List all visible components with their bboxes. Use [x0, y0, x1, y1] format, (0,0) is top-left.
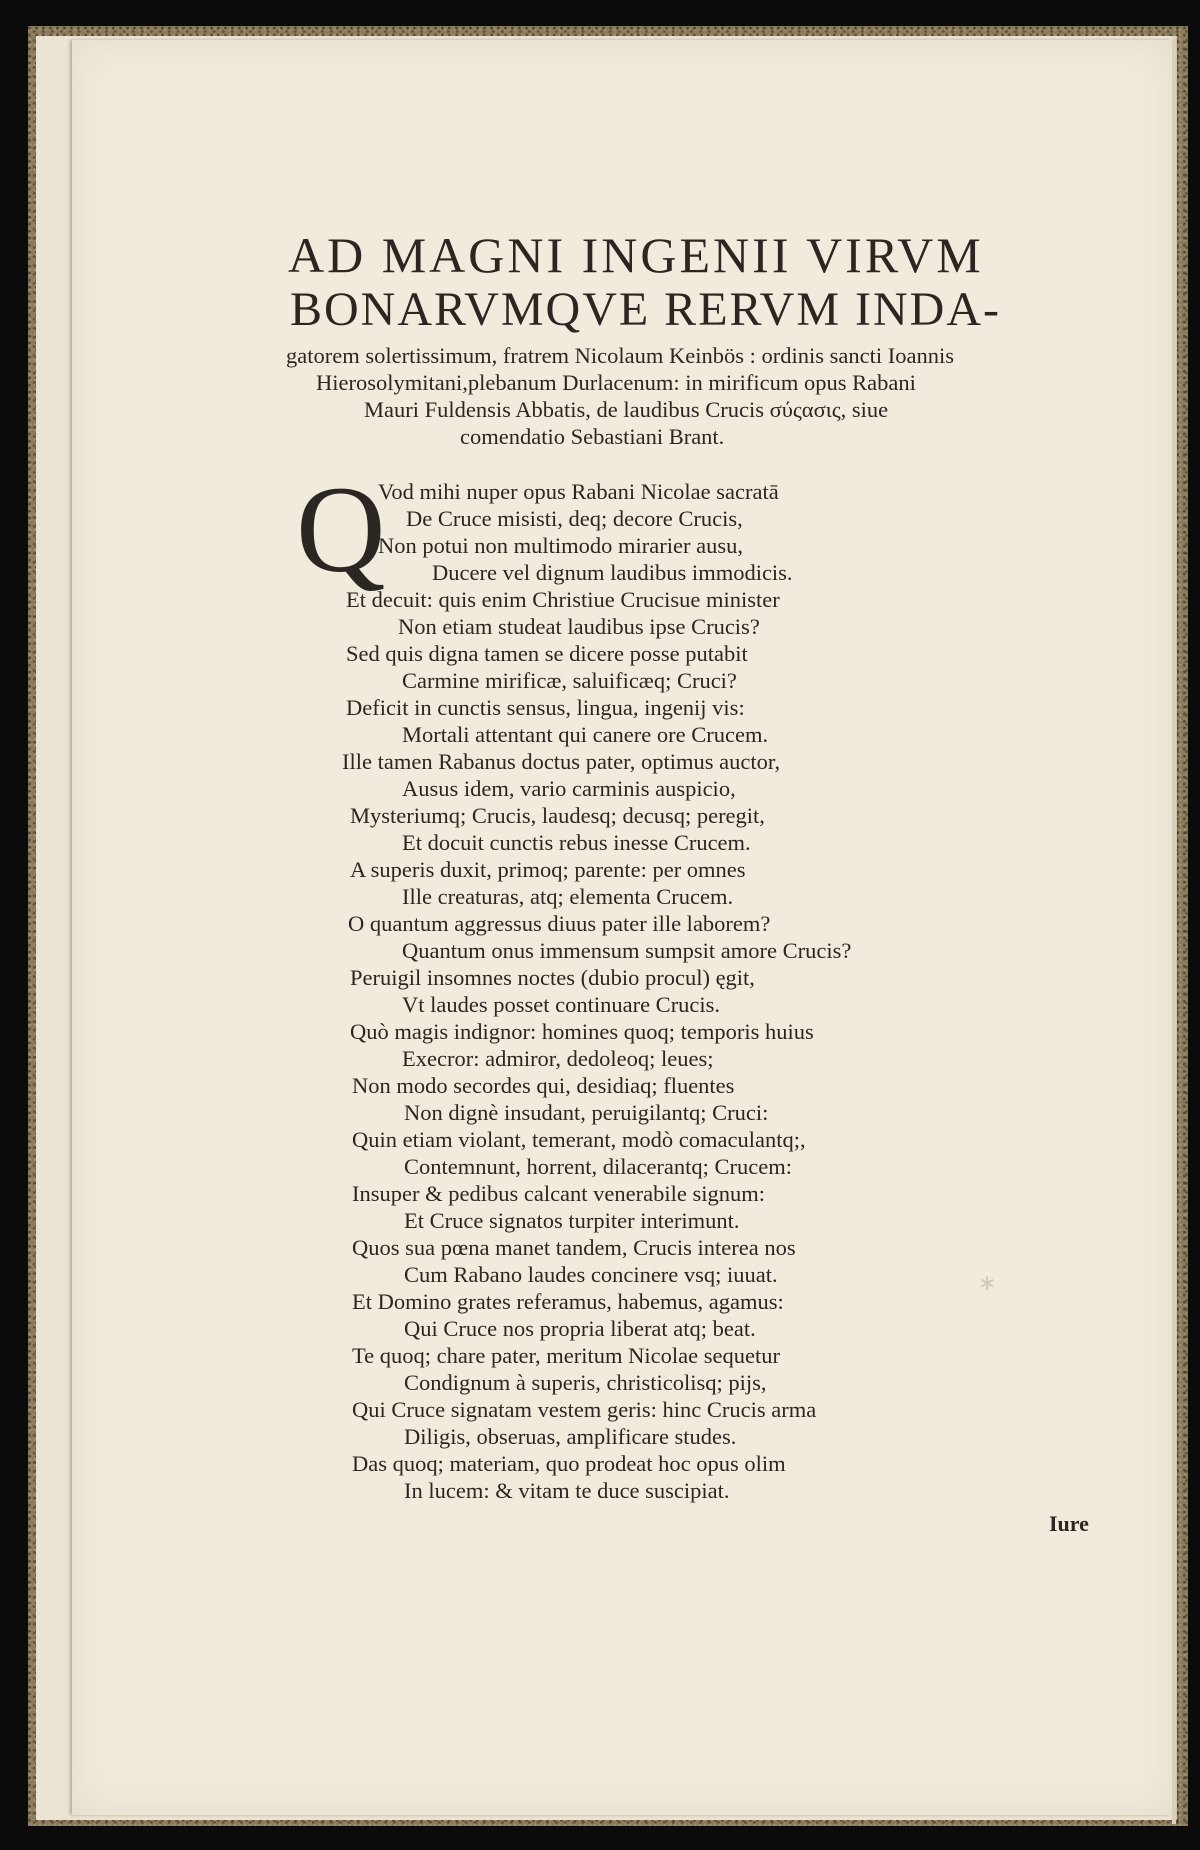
poem-line: Contemnunt, horrent, dilacerantq; Crucem:	[404, 1154, 793, 1179]
poem-line: Ausus idem, vario carminis auspicio,	[402, 776, 736, 801]
poem-line: Non etiam studeat laudibus ipse Crucis?	[398, 614, 760, 639]
poem-line: Diligis, obseruas, amplificare studes.	[404, 1424, 737, 1449]
poem-line: Et docuit cunctis rebus inesse Crucem.	[402, 830, 751, 855]
poem-line: Sed quis digna tamen se dicere posse putabit	[346, 641, 748, 666]
poem-line: Ille tamen Rabanus doctus pater, optimus auctor,	[342, 749, 781, 774]
bleed-through-mark: ∗	[978, 1270, 997, 1295]
subtitle-line: comendatio Sebastiani Brant.	[460, 424, 725, 449]
catchword: Iure	[1049, 1511, 1089, 1536]
poem-line: Execror: admiror, dedoleoq; leues;	[402, 1046, 714, 1071]
poem-line: Quantum onus immensum sumpsit amore Crucis?	[402, 938, 852, 963]
poem-line: Non dignè insudant, peruigilantq; Cruci:	[404, 1100, 769, 1125]
heading-line-1: AD MAGNI INGENII VIRVM	[288, 227, 984, 283]
subtitle-line: Mauri Fuldensis Abbatis, de laudibus Crucis σύςασις, siue	[364, 397, 889, 422]
poem-line: Quò magis indignor: homines quoq; temporis huius	[350, 1019, 814, 1044]
subtitle-line: gatorem solertissimum, fratrem Nicolaum Keinbös : ordinis sancti Ioannis	[286, 343, 954, 368]
poem-line: Quos sua pœna manet tandem, Crucis interea nos	[352, 1235, 796, 1260]
poem-line: Deficit in cunctis sensus, lingua, ingenij vis:	[346, 695, 745, 720]
poem-line: Das quoq; materiam, quo prodeat hoc opus olim	[352, 1451, 786, 1476]
poem-line: A superis duxit, primoq; parente: per omnes	[350, 857, 746, 882]
poem-line: Mortali attentant qui canere ore Crucem.	[402, 722, 769, 747]
poem-line: Cum Rabano laudes concinere vsq; iuuat.	[404, 1262, 778, 1287]
poem-line: Peruigil insomnes noctes (dubio procul) ęgit,	[350, 965, 755, 990]
poem-line: Mysteriumq; Crucis, laudesq; decusq; peregit,	[350, 803, 765, 828]
poem-line: De Cruce misisti, deq; decore Crucis,	[406, 506, 743, 531]
poem-line: In lucem: & vitam te duce suscipiat.	[404, 1478, 730, 1503]
poem-line: Condignum à superis, christicolisq; pijs,	[404, 1370, 767, 1395]
drop-cap: Q	[296, 461, 386, 598]
poem-line: Vt laudes posset continuare Crucis.	[402, 992, 721, 1017]
poem-line: Quin etiam violant, temerant, modò comaculantq;,	[352, 1127, 806, 1152]
poem-line: Te quoq; chare pater, meritum Nicolae sequetur	[352, 1343, 780, 1368]
page-edge	[1172, 36, 1176, 1824]
poem-line: Vod mihi nuper opus Rabani Nicolae sacratā	[378, 479, 779, 504]
poem-line: Et Cruce signatos turpiter interimunt.	[404, 1208, 740, 1233]
poem-line: Carmine mirificæ, saluificæq; Cruci?	[402, 668, 737, 693]
poem-line: Et decuit: quis enim Christiue Crucisue minister	[346, 587, 780, 612]
poem-line: Ille creaturas, atq; elementa Crucem.	[402, 884, 734, 909]
poem-line: Qui Cruce signatam vestem geris: hinc Crucis arma	[352, 1397, 817, 1422]
poem-line: Non modo secordes qui, desidiaq; fluentes	[352, 1073, 735, 1098]
subtitle-line: Hierosolymitani,plebanum Durlacenum: in mirificum opus Rabani	[316, 370, 916, 395]
poem-line: Insuper & pedibus calcant venerabile signum:	[352, 1181, 765, 1206]
poem-line: O quantum aggressus diuus pater ille laborem?	[348, 911, 771, 936]
poem-line: Et Domino grates referamus, habemus, agamus:	[352, 1289, 784, 1314]
heading-line-2: BONARVMQVE RERVM INDA-	[290, 283, 1001, 336]
poem-line: Ducere vel dignum laudibus immodicis.	[432, 560, 793, 585]
poem-line: Non potui non multimodo mirarier ausu,	[378, 533, 743, 558]
poem-line: Qui Cruce nos propria liberat atq; beat.	[404, 1316, 756, 1341]
